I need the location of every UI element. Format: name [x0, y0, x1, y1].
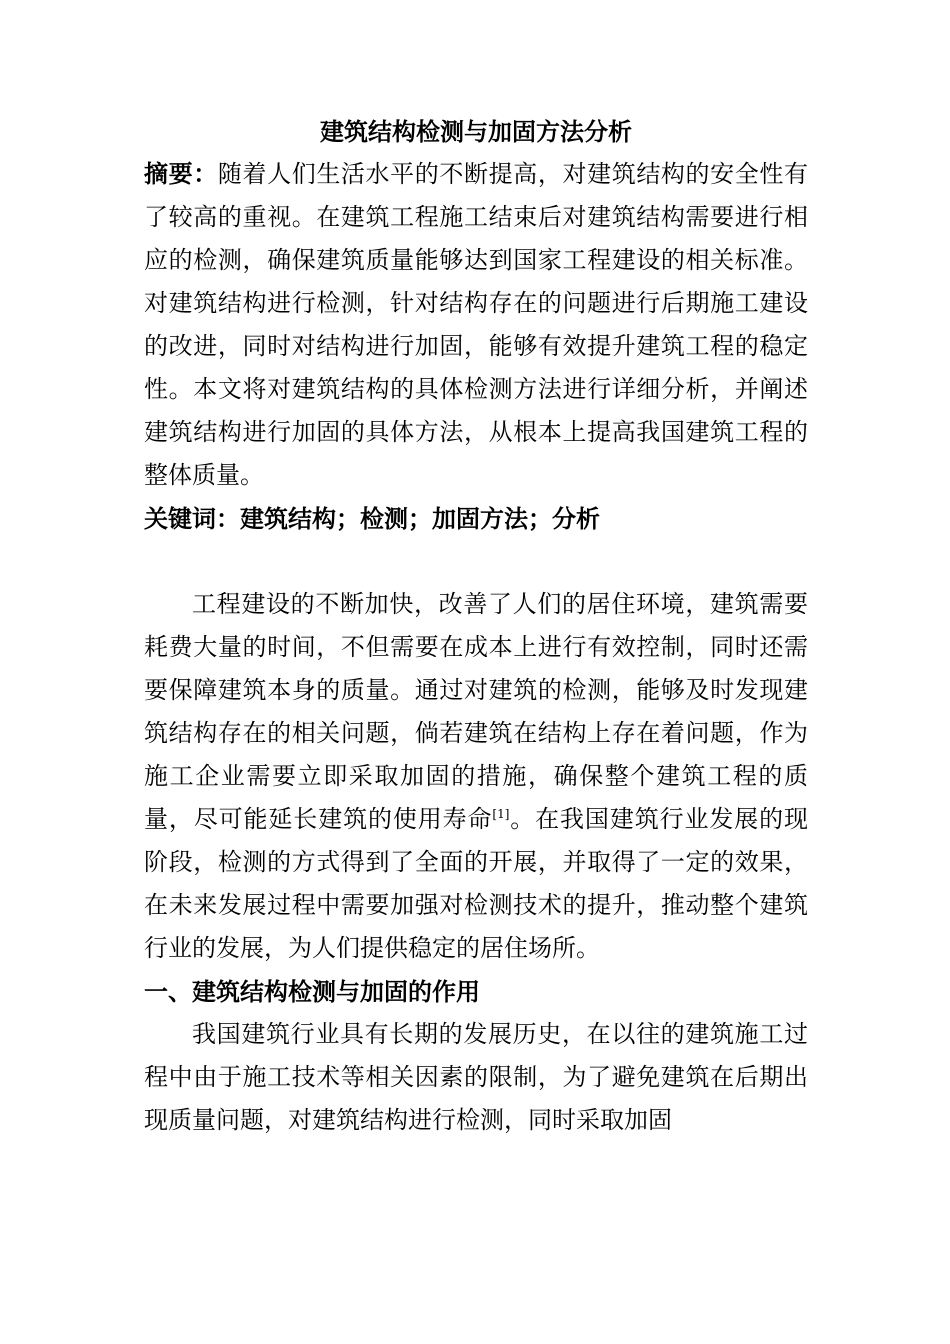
blank-line: [144, 540, 808, 583]
section-paragraph: 我国建筑行业具有长期的发展历史，在以往的建筑施工过程中由于施工技术等相关因素的限制，为了避免建筑在后期出现质量问题，对建筑结构进行检测，同时采取加固: [144, 1020, 808, 1134]
intro-paragraph: [144, 583, 808, 970]
abstract-label: 摘要：: [144, 159, 218, 188]
abstract-paragraph: [144, 152, 808, 497]
document-body: [144, 112, 808, 1142]
document-title: 建筑结构检测与加固方法分析: [320, 117, 632, 146]
intro-text-part2: 。在我国建筑行业发展的现阶段，检测的方式得到了全面的开展，并取得了一定的效果，在未来发展过程中需要加强对检测技术的提升，推动整个建筑行业的发展，为人们提供稳定的居住场所。: [144, 805, 809, 962]
keywords-line: 关键词：建筑结构；检测；加固方法；分析: [144, 504, 600, 533]
abstract-text: 随着人们生活水平的不断提高，对建筑结构的安全性有了较高的重视。在建筑工程施工结束后对建筑结构需要进行相应的检测，确保建筑质量能够达到国家工程建设的相关标准。对建筑结构进行检测，针对结构存在的问题进行后期施工建设的改进，同时对结构进行加固，能够有效提升建筑工程的稳定性。本文将对建筑结构的具体检测方法进行详细分析，并阐述建筑结构进行加固的具体方法，从根本上提高我国建筑工程的整体质量。: [144, 160, 809, 489]
intro-text-part1: 工程建设的不断加快，改善了人们的居住环境，建筑需要耗费大量的时间，不但需要在成本上进行有效控制，同时还需要保障建筑本身的质量。通过对建筑的检测，能够及时发现建筑结构存在的相关问题，倘若建筑在结构上存在着问题，作为施工企业需要立即采取加固的措施，确保整个建筑工程的质量，尽可能延长建筑的使用寿命: [144, 590, 808, 833]
citation-reference: [1]: [492, 807, 510, 821]
section-heading: 一、建筑结构检测与加固的作用: [144, 977, 480, 1006]
